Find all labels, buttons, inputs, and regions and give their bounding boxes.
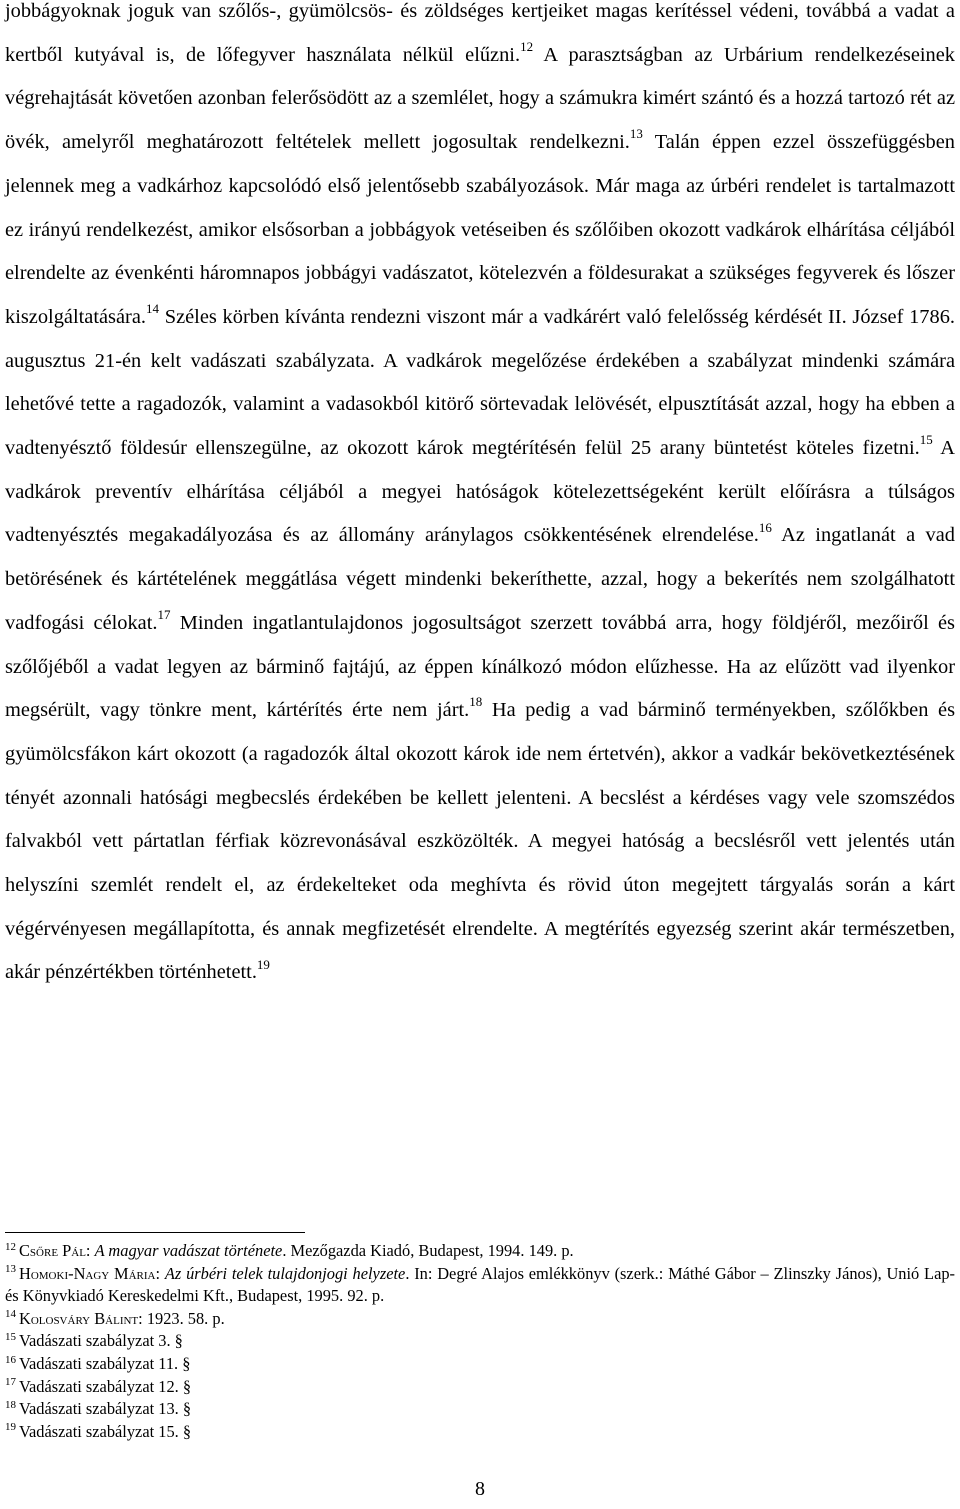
footnote-12 [5, 1240, 955, 1263]
footnote-title: A magyar vadászat története [94, 1241, 283, 1260]
footnote-details: . In: Degré Alajos emlékkönyv (szerk.: Máthé Gábor – Zlinszky János), Unió Lap- és Könyvkiadó Kereskedelmi Kft., Budapest, 1995. 92. p. [5, 1263, 955, 1306]
footnote-details: 1923. 58. p. [146, 1308, 225, 1328]
body-sentence: A parasztságban az Urbárium rendelkezéseinek végrehajtását követően azonban felerősödött az a szemlélet, hogy a számukra kimért szántó és a hozzá tartozó rét az övék, amelyről meghatározott feltételek mellett jogosultak rendelkezni. [5, 43, 955, 154]
page-number: 8 [475, 1478, 485, 1500]
footnote-author: Csőre Pál: [19, 1241, 91, 1260]
footnote-ref-19[interactable]: 19 [256, 956, 270, 972]
footnote-ref-12[interactable]: 12 [520, 38, 534, 54]
body-sentence: Talán éppen ezzel összefüggésben jelennek meg a vadkárhoz kapcsolódó első jelentősebb szabályozások. Már maga az úrbéri rendelet is tartalmazott ez irányú rendelkezést, amikor elsősorban a jobbágyok vetéseiben és szőlőiben okozott vadkárok elhárítása céljából elrendelte az évenkénti háromnapos jobbágyi vadászatot, kötelezvén a földesurakat a szükséges fegyverek és lőszer kiszolgáltatására. [5, 131, 955, 328]
footnote-ref-15[interactable]: 15 [919, 432, 933, 448]
footnote-number: 19 [5, 1421, 16, 1434]
footnote-18 [5, 1398, 955, 1421]
footnote-17 [5, 1376, 955, 1399]
body-text [5, 0, 955, 995]
footnote-number: 18 [5, 1398, 16, 1411]
footnote-text: Vadászati szabályzat 3. § [19, 1331, 183, 1351]
footnote-text: Vadászati szabályzat 13. § [19, 1399, 192, 1419]
footnote-separator [5, 1232, 305, 1233]
body-sentence: Ha pedig a vad bárminő terményekben, szőlőkben és gyümölcsfákon kárt okozott (a ragadozók által okozott károk ide nem értetvén), akkor a vadkár bekövetkeztésének tényét azonnali hatósági megbecslés érdekében be kellett jelenteni. A becslést a kérdéses vagy vele szomszédos falvakból vett pártatlan férfiak közrevonásával eszközölték. A megyei hatóság a becslésről vett jelentés után helyszíni szemlét rendelt el, az érdekelteket oda meghívta és rövid úton megejtett tárgyalás során a kárt végérvényesen megállapította, és annak megfizetését elrendelte. A megtérítés egyezség szerint akár természetben, akár pénzértékben történhetett. [5, 699, 955, 984]
footnote-number: 17 [5, 1376, 16, 1389]
body-sentence: Az ingatlanát a vad betörésének és kártételének meggátlása végett mindenki bekeríthette, azzal, hogy a bekerítés nem szolgálhatott vadfogási célokat. [5, 524, 955, 634]
footnote-author: Kolosváry Bálint: [19, 1308, 143, 1328]
footnote-ref-16[interactable]: 16 [758, 519, 772, 535]
footnote-ref-17[interactable]: 17 [157, 607, 171, 623]
footnote-title: Az úrbéri telek tulajdonjogi helyzete [164, 1263, 406, 1283]
footnote-ref-14[interactable]: 14 [145, 301, 159, 317]
footnote-text: Vadászati szabályzat 12. § [19, 1376, 192, 1396]
body-sentence: A vadkárok preventív elhárítása céljából a megyei hatóságok kötelezettségeként került előírásra a túlságos vadtenyésztés megakadályozása és az állomány aránylagos csökkentésének elrendelése. [5, 437, 955, 547]
footnote-ref-18[interactable]: 18 [469, 694, 483, 710]
footnote-text: Vadászati szabályzat 11. § [19, 1353, 191, 1373]
footnote-text: Vadászati szabályzat 15. § [19, 1421, 192, 1441]
footnote-16 [5, 1353, 955, 1376]
footnote-ref-13[interactable]: 13 [629, 126, 643, 142]
footnote-19 [5, 1421, 955, 1444]
footnote-number: 13 [5, 1263, 16, 1276]
body-sentence: Minden ingatlantulajdonos jogosultságot szerzett továbbá arra, hogy földjéről, mezőiről és szőlőjéből a vadat legyen az bárminő fajtájú, az éppen kínálkozó módon elűzhesse. Ha az elűzött vad ilyenkor megsérült, vagy tönkre ment, kártérítés érte nem járt. [5, 611, 955, 722]
footnote-number: 14 [5, 1308, 16, 1321]
footnote-details: . Mezőgazda Kiadó, Budapest, 1994. 149. p. [282, 1241, 574, 1260]
footnote-number: 16 [5, 1353, 16, 1366]
footnote-15 [5, 1330, 955, 1353]
body-sentence: Széles körben kívánta rendezni viszont már a vadkárért való felelősség kérdését II. József 1786. augusztus 21-én kelt vadászati szabályzata. A vadkárok megelőzése érdekében a szabályzat mindenki számára lehetővé tette a ragadozók, valamint a vadasokból kitörő sörtevadak lelövését, elpusztítását azzal, hogy ha ebben a vadtenyésztő földesúr ellenszegülne, az okozott károk megtérítésén felül 25 arany büntetést köteles fizetni. [5, 305, 955, 460]
footnote-author: Homoki-Nagy Mária: [19, 1263, 161, 1283]
footnote-number: 15 [5, 1330, 16, 1343]
footnote-number: 12 [5, 1240, 16, 1253]
footnotes [5, 1240, 955, 1443]
footnote-14 [5, 1308, 955, 1331]
body-sentence: jobbágyoknak joguk van szőlős-, gyümölcsös- és zöldséges kertjeiket magas kerítéssel védeni, továbbá a vadat a kertből kutyával is, de lőfegyver használata nélkül elűzni. [5, 0, 955, 66]
footnote-13 [5, 1263, 955, 1308]
